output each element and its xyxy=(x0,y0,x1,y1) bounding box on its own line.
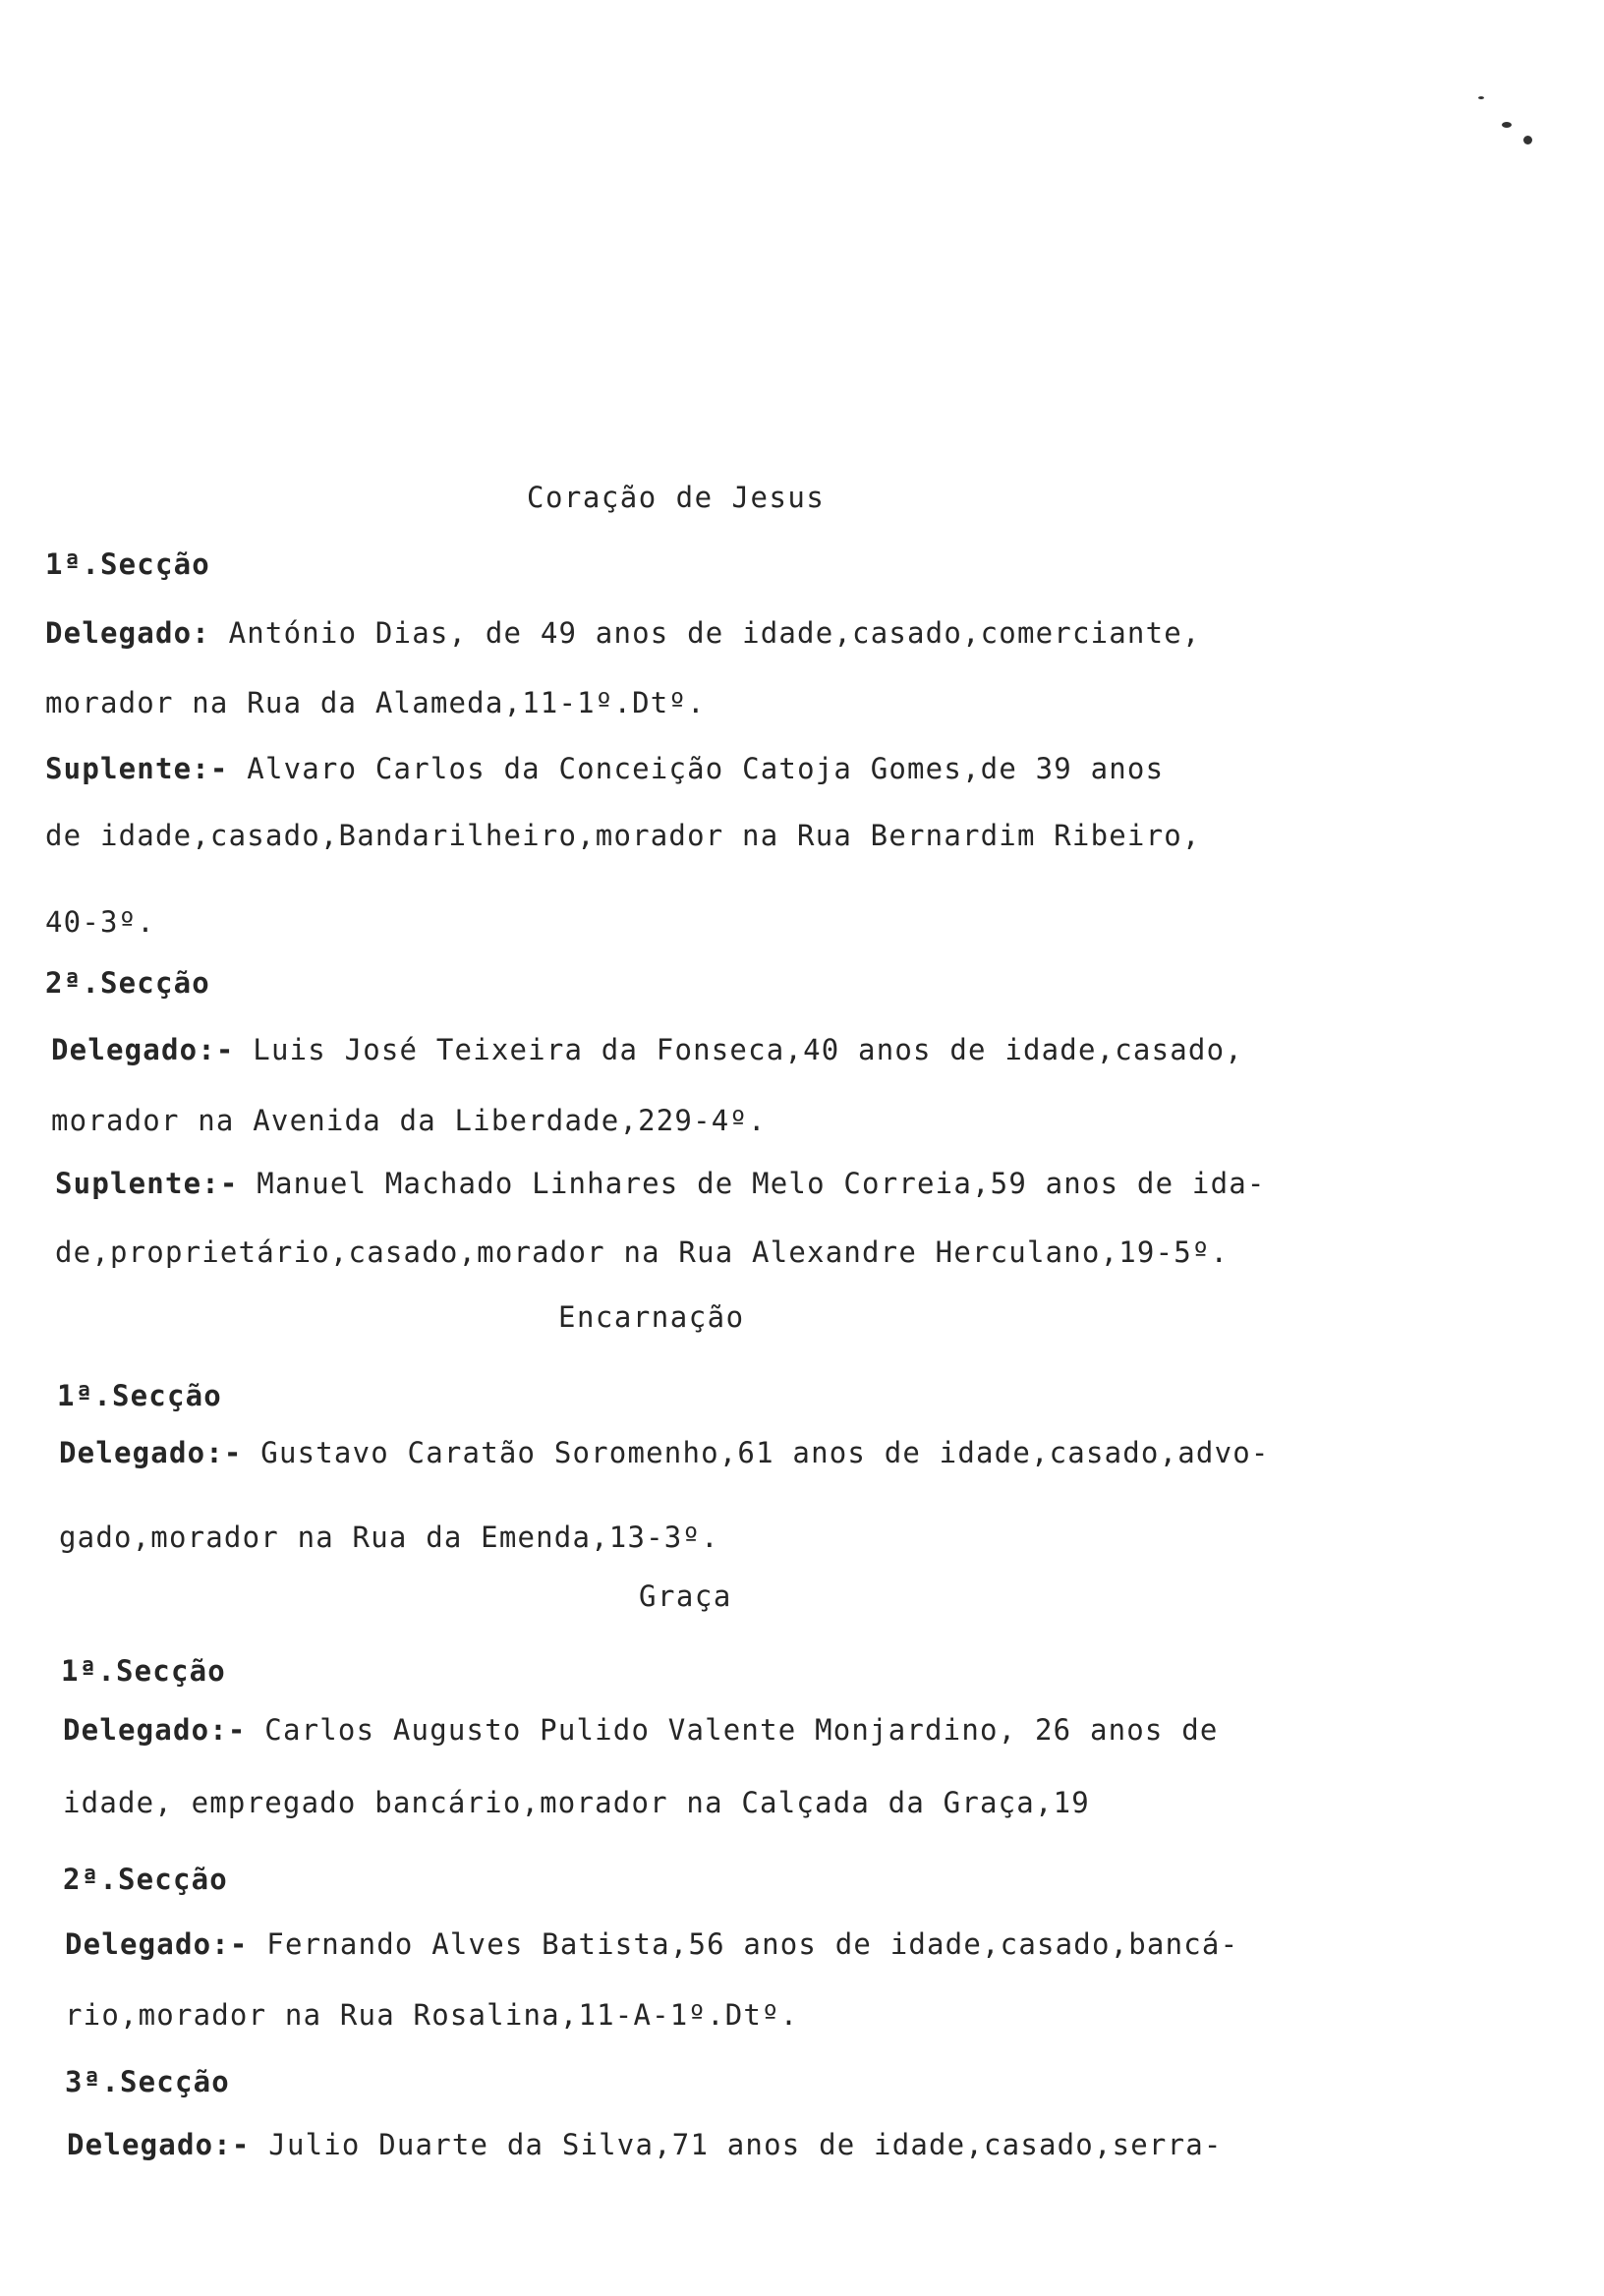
entry-line xyxy=(51,1103,767,1138)
entry-text: de idade,casado,Bandarilheiro,morador na Rua Bernardim Ribeiro, xyxy=(45,819,1201,852)
entry-line xyxy=(45,615,1201,651)
role-label: Suplente:- xyxy=(45,752,229,785)
entry-line xyxy=(55,1234,1229,1270)
entry-line xyxy=(45,818,1201,853)
entry-text: rio,morador na Rua Rosalina,11-A-1º.Dtº. xyxy=(65,1998,799,2032)
entry-line xyxy=(45,904,155,940)
entry-line xyxy=(59,1520,719,1555)
section-title: 2ª.Secção xyxy=(63,1863,228,1896)
entry-text: Luis José Teixeira da Fonseca,40 anos de idade,casado, xyxy=(253,1033,1243,1066)
role-label: Delegado:- xyxy=(51,1033,235,1066)
entry-text: de,proprietário,casado,morador na Rua Alexandre Herculano,19-5º. xyxy=(55,1235,1230,1269)
entry-line xyxy=(45,685,706,720)
role-label: Delegado:- xyxy=(63,1713,247,1747)
entry-line xyxy=(51,1032,1243,1067)
entry-line xyxy=(65,1926,1238,1962)
entry-text: Gustavo Caratão Soromenho,61 anos de idade,casado,advo- xyxy=(260,1436,1270,1469)
entry-text: morador na Avenida da Liberdade,229-4º. xyxy=(51,1104,767,1137)
section-title: 1ª.Secção xyxy=(57,1379,222,1412)
role-label: Delegado:- xyxy=(65,1927,249,1961)
parish-heading: Encarnação xyxy=(558,1300,745,1334)
entry-text: gado,morador na Rua da Emenda,13-3º. xyxy=(59,1521,719,1554)
entry-text: morador na Rua da Alameda,11-1º.Dtº. xyxy=(45,686,706,719)
entry-text: idade, empregado bancário,morador na Calçada da Graça,19 xyxy=(63,1786,1090,1819)
entry-line xyxy=(45,751,1164,786)
parish-heading: Graça xyxy=(639,1579,732,1613)
scan-speck xyxy=(1478,96,1484,99)
entry-line xyxy=(59,1435,1270,1470)
scan-speck xyxy=(1523,136,1532,144)
entry-line xyxy=(63,1712,1219,1748)
role-label: Suplente:- xyxy=(55,1167,239,1200)
role-label: Delegado:- xyxy=(67,2128,251,2161)
role-label: Delegado:- xyxy=(59,1436,243,1469)
scan-speck xyxy=(1502,122,1512,128)
entry-line xyxy=(67,2127,1223,2162)
parish-heading: Coração de Jesus xyxy=(527,481,826,514)
entry-text: António Dias, de 49 anos de idade,casado,comerciante, xyxy=(228,616,1201,650)
section-title: 1ª.Secção xyxy=(61,1654,226,1688)
section-title: 3ª.Secção xyxy=(65,2065,230,2098)
entry-line xyxy=(55,1166,1266,1201)
entry-text: 40-3º. xyxy=(45,905,155,939)
section-title: 1ª.Secção xyxy=(45,547,210,581)
entry-text: Alvaro Carlos da Conceição Catoja Gomes,de 39 anos xyxy=(247,752,1165,785)
entry-text: Manuel Machado Linhares de Melo Correia,59 anos de ida- xyxy=(257,1167,1266,1200)
entry-text: Carlos Augusto Pulido Valente Monjardino, 26 anos de xyxy=(264,1713,1219,1747)
section-title: 2ª.Secção xyxy=(45,966,210,1000)
entry-line xyxy=(63,1785,1090,1820)
entry-text: Julio Duarte da Silva,71 anos de idade,casado,serra- xyxy=(268,2128,1223,2161)
entry-line xyxy=(65,1997,798,2033)
role-label: Delegado: xyxy=(45,616,210,650)
entry-text: Fernando Alves Batista,56 anos de idade,casado,bancá- xyxy=(266,1927,1239,1961)
